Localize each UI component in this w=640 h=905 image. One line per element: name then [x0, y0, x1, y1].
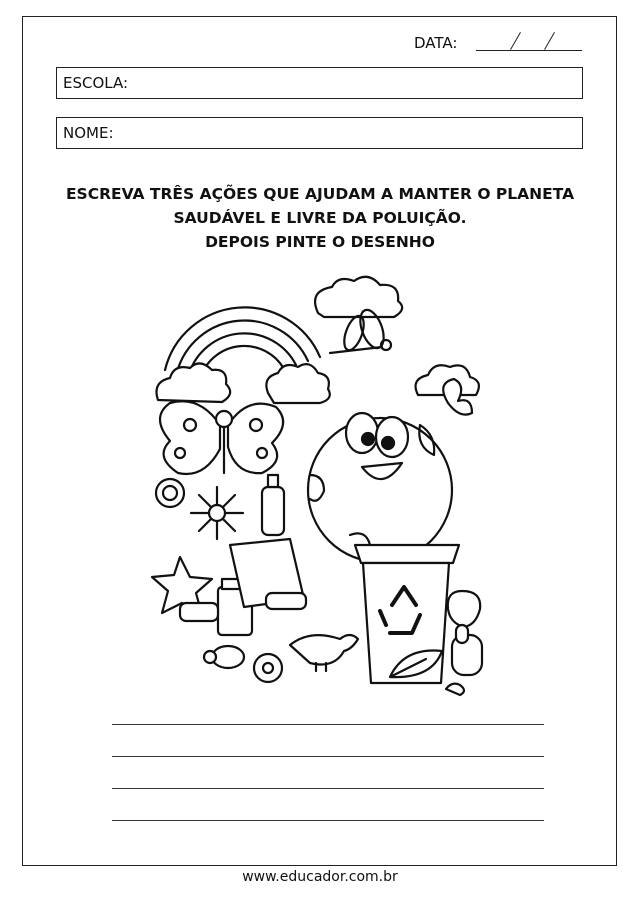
- answer-line[interactable]: [112, 724, 544, 725]
- flower-icon: [254, 654, 282, 682]
- strawberry-icon: [448, 591, 480, 627]
- coloring-illustration[interactable]: [150, 275, 495, 700]
- instructions: [40, 182, 600, 254]
- instruction-line: ESCREVA TRÊS AÇÕES QUE AJUDAM A MANTER O PLANETA: [65, 185, 575, 203]
- ladybug-icon: [204, 646, 244, 668]
- cloud-icon: [315, 277, 402, 317]
- answer-line[interactable]: [112, 820, 544, 821]
- rock-icon: [446, 684, 464, 695]
- answer-line[interactable]: [112, 788, 544, 789]
- cloud-icon: [157, 363, 330, 403]
- school-label: ESCOLA:: [63, 74, 129, 92]
- name-field[interactable]: [56, 117, 583, 149]
- answer-line[interactable]: [112, 756, 544, 757]
- date-field[interactable]: [476, 50, 582, 51]
- bottle-icon: [262, 475, 284, 535]
- flower-icon: [156, 479, 243, 539]
- school-field[interactable]: [56, 67, 583, 99]
- earth-character-icon: [308, 413, 452, 562]
- instruction-line: DEPOIS PINTE O DESENHO: [205, 233, 435, 251]
- cactus-icon: [452, 625, 482, 675]
- instruction-line: SAUDÁVEL E LIVRE DA POLUIÇÃO.: [173, 209, 467, 227]
- butterfly-icon: [160, 401, 283, 474]
- date-label: DATA:: [414, 34, 458, 52]
- bird-icon: [290, 635, 358, 671]
- name-label: NOME:: [63, 124, 114, 142]
- website-footer: www.educador.com.br: [242, 869, 398, 885]
